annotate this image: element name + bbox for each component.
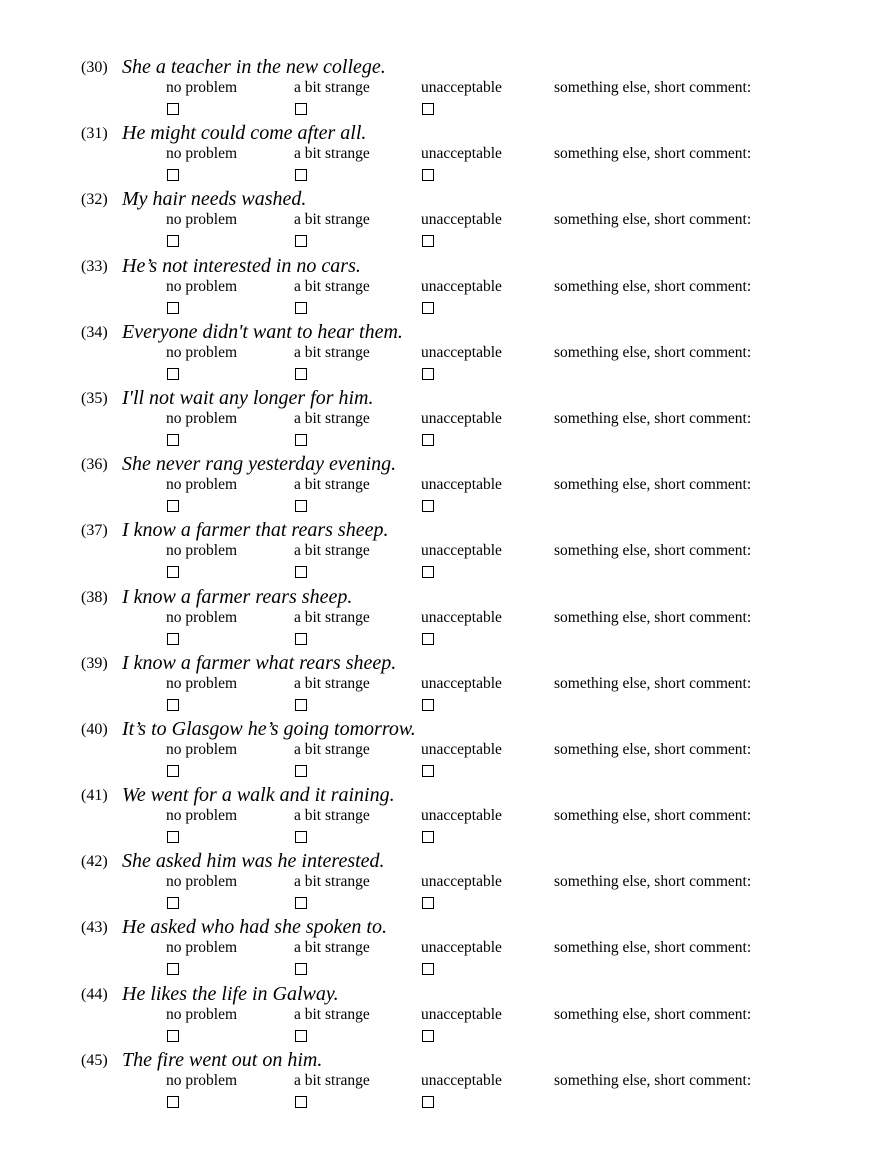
option-label-a-bit-strange: a bit strange — [294, 476, 370, 494]
option-label-something-else: something else, short comment: — [554, 740, 752, 758]
checkbox-a-bit-strange[interactable] — [295, 633, 307, 645]
checkbox-no-problem[interactable] — [167, 633, 179, 645]
checkbox-a-bit-strange[interactable] — [295, 963, 307, 975]
option-label-unacceptable: unacceptable — [421, 79, 502, 96]
question-item — [0, 651, 874, 717]
option-label-unacceptable: unacceptable — [421, 873, 502, 891]
checkbox-unacceptable[interactable] — [422, 103, 434, 115]
option-label-unacceptable: unacceptable — [421, 1071, 502, 1089]
checkbox-no-problem[interactable] — [167, 235, 179, 247]
option-label-unacceptable: unacceptable — [421, 211, 502, 229]
checkbox-a-bit-strange[interactable] — [295, 566, 307, 578]
option-label-something-else: something else, short comment: — [554, 873, 752, 891]
question-sentence: He might could come after all. — [122, 122, 367, 145]
checkbox-a-bit-strange[interactable] — [295, 500, 307, 512]
option-label-something-else: something else, short comment: — [554, 807, 752, 825]
question-number: (45) — [81, 1051, 108, 1069]
checkbox-no-problem[interactable] — [167, 963, 179, 975]
checkbox-no-problem[interactable] — [167, 566, 179, 578]
checkbox-no-problem[interactable] — [167, 302, 179, 314]
question-item — [0, 121, 874, 187]
question-item — [0, 982, 874, 1048]
question-sentence: She asked him was he interested. — [122, 850, 385, 873]
option-label-no-problem: no problem — [166, 277, 238, 295]
checkbox-unacceptable[interactable] — [422, 831, 434, 843]
checkbox-unacceptable[interactable] — [422, 1030, 434, 1042]
checkbox-a-bit-strange[interactable] — [295, 103, 307, 115]
question-item — [0, 849, 874, 915]
option-label-no-problem: no problem — [166, 807, 238, 825]
checkbox-a-bit-strange[interactable] — [295, 1096, 307, 1108]
question-sentence: He asked who had she spoken to. — [122, 916, 387, 939]
option-label-unacceptable: unacceptable — [421, 476, 502, 494]
option-label-something-else: something else, short comment: — [554, 476, 752, 494]
checkbox-a-bit-strange[interactable] — [295, 765, 307, 777]
checkbox-a-bit-strange[interactable] — [295, 368, 307, 380]
option-label-something-else: something else, short comment: — [554, 674, 752, 692]
option-label-a-bit-strange: a bit strange — [294, 343, 370, 361]
option-label-unacceptable: unacceptable — [421, 1005, 502, 1023]
question-sentence: She a teacher in the new college. — [122, 56, 386, 78]
checkbox-unacceptable[interactable] — [422, 1096, 434, 1108]
question-item — [0, 783, 874, 849]
option-label-a-bit-strange: a bit strange — [294, 277, 370, 295]
option-label-something-else: something else, short comment: — [554, 608, 752, 626]
option-label-no-problem: no problem — [166, 873, 238, 891]
option-label-unacceptable: unacceptable — [421, 277, 502, 295]
checkbox-unacceptable[interactable] — [422, 963, 434, 975]
option-label-something-else: something else, short comment: — [554, 409, 752, 427]
question-number: (37) — [81, 522, 108, 540]
question-sentence: I'll not wait any longer for him. — [122, 386, 374, 409]
option-label-a-bit-strange: a bit strange — [294, 740, 370, 758]
question-sentence: It’s to Glasgow he’s going tomorrow. — [122, 717, 416, 740]
question-number: (31) — [81, 125, 108, 143]
option-label-a-bit-strange: a bit strange — [294, 542, 370, 560]
question-item — [0, 717, 874, 783]
question-number: (32) — [81, 191, 108, 209]
checkbox-no-problem[interactable] — [167, 699, 179, 711]
option-label-something-else: something else, short comment: — [554, 542, 752, 560]
option-label-no-problem: no problem — [166, 79, 238, 96]
checkbox-a-bit-strange[interactable] — [295, 897, 307, 909]
option-label-a-bit-strange: a bit strange — [294, 873, 370, 891]
question-number: (39) — [81, 654, 108, 672]
option-label-a-bit-strange: a bit strange — [294, 674, 370, 692]
question-number: (38) — [81, 588, 108, 606]
option-label-something-else: something else, short comment: — [554, 211, 752, 229]
option-label-something-else: something else, short comment: — [554, 343, 752, 361]
option-label-something-else: something else, short comment: — [554, 277, 752, 295]
checkbox-no-problem[interactable] — [167, 897, 179, 909]
question-number: (33) — [81, 257, 108, 275]
question-sentence: I know a farmer that rears sheep. — [122, 519, 389, 542]
checkbox-no-problem[interactable] — [167, 103, 179, 115]
option-label-a-bit-strange: a bit strange — [294, 807, 370, 825]
checkbox-no-problem[interactable] — [167, 1030, 179, 1042]
option-label-a-bit-strange: a bit strange — [294, 1071, 370, 1089]
question-number: (44) — [81, 985, 108, 1003]
checkbox-unacceptable[interactable] — [422, 699, 434, 711]
question-sentence: The fire went out on him. — [122, 1048, 323, 1071]
checkbox-no-problem[interactable] — [167, 368, 179, 380]
option-label-a-bit-strange: a bit strange — [294, 211, 370, 229]
option-label-no-problem: no problem — [166, 1005, 238, 1023]
question-sentence: She never rang yesterday evening. — [122, 453, 397, 476]
checkbox-a-bit-strange[interactable] — [295, 235, 307, 247]
option-label-no-problem: no problem — [166, 740, 238, 758]
question-sentence: Everyone didn't want to hear them. — [122, 320, 403, 343]
checkbox-a-bit-strange[interactable] — [295, 1030, 307, 1042]
questionnaire — [0, 55, 874, 1114]
question-sentence: We went for a walk and it raining. — [122, 784, 395, 807]
question-number: (42) — [81, 853, 108, 871]
checkbox-a-bit-strange[interactable] — [295, 302, 307, 314]
question-item — [0, 187, 874, 253]
option-label-a-bit-strange: a bit strange — [294, 409, 370, 427]
option-label-no-problem: no problem — [166, 1071, 238, 1089]
option-label-no-problem: no problem — [166, 476, 238, 494]
checkbox-unacceptable[interactable] — [422, 302, 434, 314]
question-sentence: He likes the life in Galway. — [122, 982, 339, 1005]
question-number: (36) — [81, 456, 108, 474]
option-label-something-else: something else, short comment: — [554, 1071, 752, 1089]
option-label-no-problem: no problem — [166, 343, 238, 361]
question-number: (30) — [81, 59, 108, 76]
option-label-no-problem: no problem — [166, 542, 238, 560]
checkbox-unacceptable[interactable] — [422, 500, 434, 512]
checkbox-no-problem[interactable] — [167, 831, 179, 843]
option-label-a-bit-strange: a bit strange — [294, 939, 370, 957]
option-label-a-bit-strange: a bit strange — [294, 1005, 370, 1023]
question-item — [0, 254, 874, 320]
checkbox-unacceptable[interactable] — [422, 897, 434, 909]
option-label-something-else: something else, short comment: — [554, 145, 752, 163]
checkbox-no-problem[interactable] — [167, 434, 179, 446]
question-number: (43) — [81, 919, 108, 937]
checkbox-a-bit-strange[interactable] — [295, 169, 307, 181]
option-label-no-problem: no problem — [166, 145, 238, 163]
checkbox-no-problem[interactable] — [167, 169, 179, 181]
checkbox-unacceptable[interactable] — [422, 368, 434, 380]
option-label-unacceptable: unacceptable — [421, 740, 502, 758]
question-number: (41) — [81, 787, 108, 805]
option-label-no-problem: no problem — [166, 211, 238, 229]
option-label-a-bit-strange: a bit strange — [294, 145, 370, 163]
question-item — [0, 55, 874, 121]
option-label-no-problem: no problem — [166, 939, 238, 957]
checkbox-unacceptable[interactable] — [422, 169, 434, 181]
option-label-no-problem: no problem — [166, 674, 238, 692]
option-label-something-else: something else, short comment: — [554, 939, 752, 957]
question-number: (34) — [81, 323, 108, 341]
option-label-a-bit-strange: a bit strange — [294, 79, 370, 96]
option-label-a-bit-strange: a bit strange — [294, 608, 370, 626]
question-item — [0, 452, 874, 518]
question-item — [0, 585, 874, 651]
option-label-no-problem: no problem — [166, 608, 238, 626]
question-item — [0, 1048, 874, 1114]
question-sentence: He’s not interested in no cars. — [122, 254, 361, 277]
checkbox-unacceptable[interactable] — [422, 633, 434, 645]
option-label-unacceptable: unacceptable — [421, 608, 502, 626]
option-label-unacceptable: unacceptable — [421, 145, 502, 163]
checkbox-a-bit-strange[interactable] — [295, 831, 307, 843]
checkbox-no-problem[interactable] — [167, 500, 179, 512]
option-label-unacceptable: unacceptable — [421, 542, 502, 560]
checkbox-unacceptable[interactable] — [422, 566, 434, 578]
option-label-unacceptable: unacceptable — [421, 674, 502, 692]
checkbox-unacceptable[interactable] — [422, 434, 434, 446]
question-item — [0, 386, 874, 452]
question-number: (35) — [81, 389, 108, 407]
option-label-unacceptable: unacceptable — [421, 409, 502, 427]
checkbox-no-problem[interactable] — [167, 765, 179, 777]
option-label-unacceptable: unacceptable — [421, 343, 502, 361]
checkbox-a-bit-strange[interactable] — [295, 699, 307, 711]
question-sentence: My hair needs washed. — [122, 188, 307, 211]
option-label-unacceptable: unacceptable — [421, 807, 502, 825]
checkbox-unacceptable[interactable] — [422, 235, 434, 247]
checkbox-a-bit-strange[interactable] — [295, 434, 307, 446]
checkbox-no-problem[interactable] — [167, 1096, 179, 1108]
question-number: (40) — [81, 720, 108, 738]
option-label-something-else: something else, short comment: — [554, 1005, 752, 1023]
question-item — [0, 320, 874, 386]
option-label-something-else: something else, short comment: — [554, 79, 752, 96]
option-label-no-problem: no problem — [166, 409, 238, 427]
checkbox-unacceptable[interactable] — [422, 765, 434, 777]
question-item — [0, 518, 874, 584]
question-item — [0, 915, 874, 981]
question-sentence: I know a farmer rears sheep. — [122, 585, 353, 608]
question-sentence: I know a farmer what rears sheep. — [122, 651, 397, 674]
option-label-unacceptable: unacceptable — [421, 939, 502, 957]
